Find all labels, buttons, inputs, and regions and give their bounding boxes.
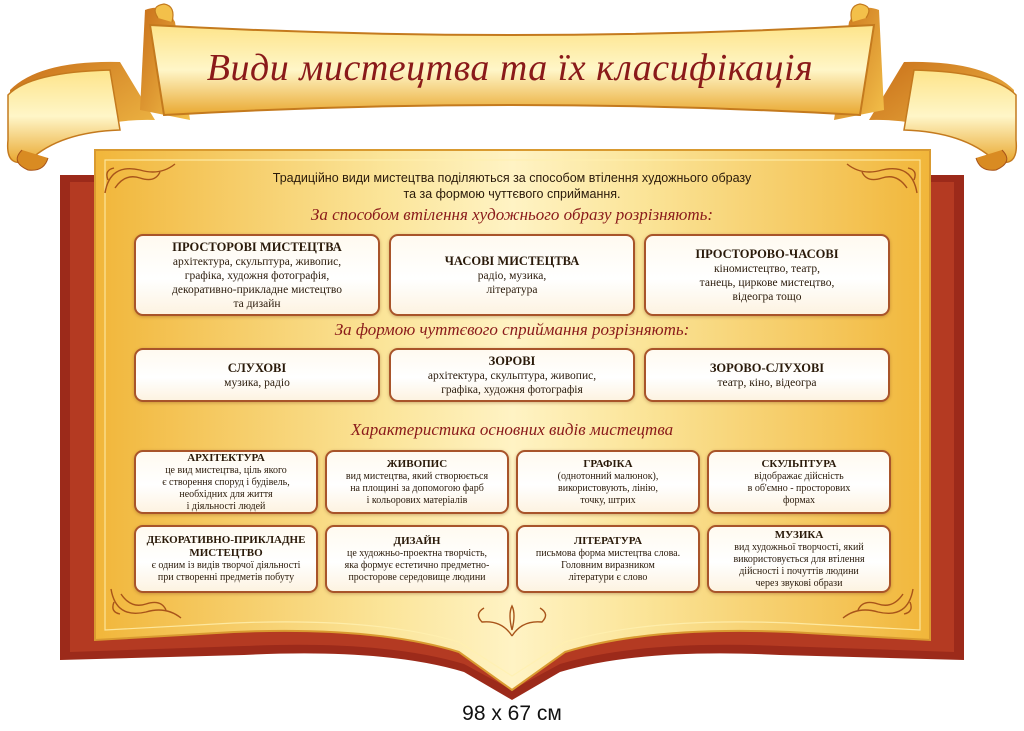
card-audiovisual: [644, 348, 890, 402]
size-label: 98 x 67 см: [462, 702, 562, 725]
card-visual: [389, 348, 635, 402]
center-ornament-bottom: [472, 600, 552, 640]
card-title: ЗОРОВІ: [488, 353, 536, 368]
card-line: просторове середовище людини: [348, 571, 486, 583]
card-title: ДЕКОРАТИВНО-ПРИКЛАДНЕ МИСТЕЦТВО: [146, 534, 306, 559]
card-line: формах: [782, 494, 816, 506]
card-line: при створенні предметів побуту: [157, 572, 295, 583]
card-auditory: [134, 348, 380, 402]
card-line: декоративно-прикладне мистецтво: [171, 283, 343, 296]
card-line: необхідних для життя: [179, 488, 273, 500]
card-title: ЛІТЕРАТУРА: [573, 534, 643, 547]
card-design: [325, 525, 509, 593]
card-line: відеогра тощо: [732, 290, 802, 303]
card-line: і кольорових матеріалів: [366, 494, 468, 506]
card-graphics: [516, 450, 700, 514]
page-title: Види мистецтва та їх класифікація: [206, 47, 814, 89]
card-line: (однотонний малюнок),: [557, 470, 659, 482]
card-line: архітектура, скульптура, живопис,: [172, 255, 342, 268]
card-painting: [325, 450, 509, 514]
card-line: та дизайн: [233, 297, 281, 310]
card-title: МУЗИКА: [774, 528, 824, 541]
card-line: танець, циркове мистецтво,: [699, 276, 835, 289]
section-heading-characteristics: Характеристика основних видів мистецтва: [350, 420, 674, 439]
card-title: ПРОСТОРОВІ МИСТЕЦТВА: [172, 239, 342, 254]
card-line: театр, кіно, відеогра: [717, 376, 817, 389]
card-line: точку, штрих: [580, 494, 636, 506]
corner-ornament-top-right: [842, 158, 922, 198]
card-line: в об'ємно - просторових: [747, 482, 851, 494]
card-line: музика, радіо: [224, 376, 290, 389]
card-sculpture: [707, 450, 891, 514]
card-line: вид художньої творчості, який: [734, 541, 864, 553]
section-heading-perception: За формою чуттєвого сприймання розрізняють:: [334, 320, 690, 339]
card-line: використовують, лінію,: [558, 482, 658, 494]
card-line: відображає дійсність: [754, 470, 844, 482]
card-decorative-applied-art: [134, 525, 318, 593]
card-line: Головним виразником: [561, 559, 655, 571]
card-title: ГРАФІКА: [583, 457, 633, 470]
card-line: використовується для втілення: [733, 553, 865, 565]
section-heading-embodiment: За способом втілення художнього образу розрізняють:: [310, 205, 714, 224]
card-line: література: [486, 283, 538, 296]
card-line: вид мистецтва, який створюється: [345, 470, 489, 482]
card-line: це вид мистецтва, ціль якого: [165, 464, 287, 476]
card-title: АРХІТЕКТУРА: [187, 451, 265, 464]
card-line: на площині за допомогою фарб: [350, 482, 484, 494]
card-music: [707, 525, 891, 593]
card-spatiotemporal-arts: [644, 234, 890, 316]
card-line: є створення споруд і будівель,: [162, 476, 290, 488]
card-temporal-arts: [389, 234, 635, 316]
card-title: СЛУХОВІ: [227, 360, 287, 375]
card-line: кіномистецтво, театр,: [713, 262, 821, 275]
card-line: архітектура, скульптура, живопис,: [427, 369, 597, 382]
card-line: графіка, художня фотографія,: [184, 269, 330, 282]
card-literature: [516, 525, 700, 593]
card-line: дійсності і почуттів людини: [739, 565, 859, 577]
card-title: СКУЛЬПТУРА: [761, 457, 837, 470]
card-title: ЖИВОПИС: [386, 457, 448, 470]
card-spatial-arts: [134, 234, 380, 316]
corner-ornament-top-left: [100, 158, 180, 198]
card-title: ЧАСОВІ МИСТЕЦТВА: [444, 253, 580, 268]
card-title: ПРОСТОРОВО-ЧАСОВІ: [695, 246, 839, 261]
card-line: є одним із видів творчої діяльності: [151, 560, 301, 571]
card-line: це художньо-проектна творчість,: [346, 547, 488, 559]
card-line: письмова форма мистецтва слова.: [535, 547, 681, 559]
intro-line-2: та за формою чуттєвого сприймання.: [403, 187, 621, 201]
card-line: графіка, художня фотографія: [441, 383, 583, 396]
card-title: ЗОРОВО-СЛУХОВІ: [709, 360, 825, 375]
card-line: радіо, музика,: [477, 269, 547, 282]
intro-text: [210, 170, 814, 202]
card-line: і діяльності людей: [186, 500, 266, 512]
card-title: ДИЗАЙН: [393, 534, 441, 547]
card-line: через звукові образи: [755, 577, 843, 589]
card-line: яка формує естетично предметно-: [344, 559, 490, 571]
intro-line-1: Традиційно види мистецтва поділяються за способом втілення художнього образу: [272, 171, 752, 185]
card-architecture: [134, 450, 318, 514]
card-line: літератури є слово: [568, 571, 648, 583]
